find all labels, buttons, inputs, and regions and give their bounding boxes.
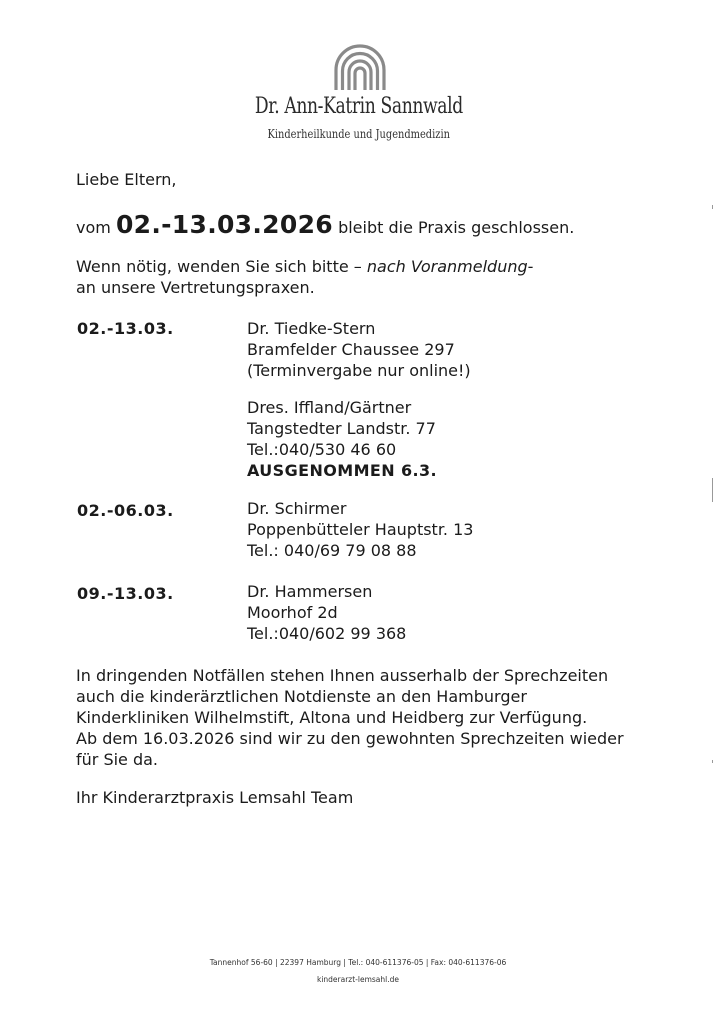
substitute-practice bbox=[247, 498, 473, 561]
practice-name: Dr. Hammersen bbox=[247, 582, 373, 601]
practice-phone: Tel.:040/602 99 368 bbox=[247, 624, 407, 643]
practice-name: Dr. Tiedke-Stern bbox=[247, 319, 376, 338]
scan-speck bbox=[712, 478, 713, 502]
emergency-line: Ab dem 16.03.2026 sind wir zu den gewohnten Sprechzeiten wieder bbox=[76, 729, 624, 748]
intro-dash: - bbox=[527, 257, 534, 276]
scan-speck bbox=[712, 205, 713, 209]
practice-address: Bramfelder Chaussee 297 bbox=[247, 340, 455, 359]
practice-name: Dr. Schirmer bbox=[247, 499, 347, 518]
practice-phone: Tel.:040/530 46 60 bbox=[247, 440, 397, 459]
practice-address: Tangstedter Landstr. 77 bbox=[247, 419, 436, 438]
substitute-dates: 09.-13.03. bbox=[77, 584, 174, 603]
practice-address: Moorhof 2d bbox=[247, 603, 338, 622]
substitute-dates: 02.-06.03. bbox=[77, 501, 174, 520]
substitute-practice bbox=[247, 318, 471, 381]
substitute-dates: 02.-13.03. bbox=[77, 319, 174, 338]
closure-prefix: vom bbox=[76, 218, 111, 237]
practice-phone: Tel.: 040/69 79 08 88 bbox=[247, 541, 417, 560]
intro-emphasis: nach Voranmeldung bbox=[366, 257, 528, 276]
closure-statement bbox=[76, 208, 574, 245]
intro-text: Wenn nötig, wenden Sie sich bitte – bbox=[76, 257, 362, 276]
footer-website: kinderarzt-lemsahl.de bbox=[316, 975, 399, 984]
letterhead-name: Dr. Ann-Katrin Sannwald bbox=[254, 94, 463, 119]
letterhead-subtitle: Kinderheilkunde und Jugendmedizin bbox=[267, 127, 450, 141]
practice-address: Poppenbütteler Hauptstr. 13 bbox=[247, 520, 474, 539]
intro-paragraph bbox=[76, 256, 533, 298]
practice-note: (Terminvergabe nur online!) bbox=[247, 361, 471, 380]
practice-name: Dres. Iffland/Gärtner bbox=[247, 398, 412, 417]
rainbow-arches-icon bbox=[330, 44, 390, 90]
substitute-practice bbox=[247, 397, 437, 481]
closure-dates: 02.-13.03.2026 bbox=[115, 210, 333, 239]
practice-exception: AUSGENOMMEN 6.3. bbox=[247, 461, 438, 480]
signature: Ihr Kinderarztpraxis Lemsahl Team bbox=[76, 788, 354, 807]
emergency-paragraph bbox=[76, 665, 624, 770]
footer-address: Tannenhof 56-60 | 22397 Hamburg | Tel.: 040-611376-05 | Fax: 040-611376-06 bbox=[209, 958, 507, 967]
emergency-line: auch die kinderärztlichen Notdienste an den Hamburger bbox=[76, 687, 527, 706]
emergency-line: In dringenden Notfällen stehen Ihnen ausserhalb der Sprechzeiten bbox=[76, 666, 609, 685]
substitute-practice bbox=[247, 581, 406, 644]
scan-speck bbox=[712, 760, 713, 763]
closure-suffix: bleibt die Praxis geschlossen. bbox=[338, 218, 575, 237]
intro-text-line2: an unsere Vertretungspraxen. bbox=[76, 278, 315, 297]
greeting: Liebe Eltern, bbox=[76, 170, 177, 189]
emergency-line: für Sie da. bbox=[76, 750, 159, 769]
emergency-line: Kinderkliniken Wilhelmstift, Altona und Heidberg zur Verfügung. bbox=[76, 708, 588, 727]
